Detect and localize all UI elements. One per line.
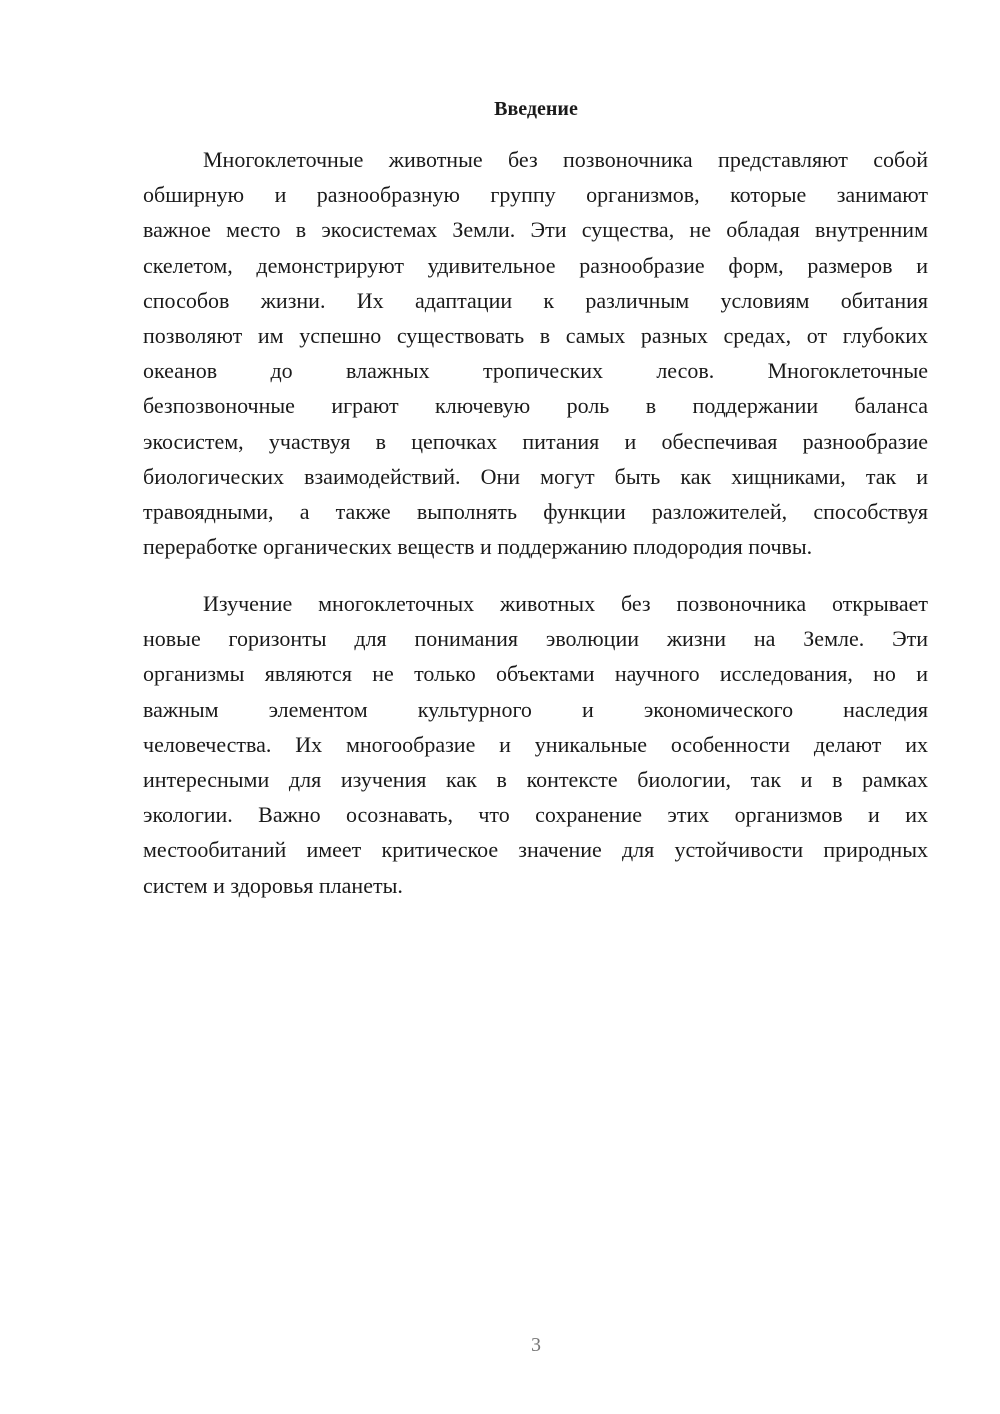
text-line: позволяют им успешно существовать в самых разных средах, от глубоких xyxy=(143,322,928,348)
text-line: переработке органических веществ и поддержанию плодородия почвы. xyxy=(143,534,813,560)
text-line: местообитаний имеет критическое значение для устойчивости природных xyxy=(143,837,928,863)
text-line: биологических взаимодействий. Они могут быть как хищниками, так и xyxy=(143,463,928,489)
text-line: океанов до влажных тропических лесов. Многоклеточные xyxy=(143,358,928,384)
text-line: экосистем, участвуя в цепочках питания и обеспечивая разнообразие xyxy=(143,428,928,454)
text-line: человечества. Их многообразие и уникальные особенности делают их xyxy=(143,731,928,757)
text-line: Изучение многоклеточных животных без позвоночника открывает xyxy=(203,591,928,616)
text-line: скелетом, демонстрируют удивительное разнообразие форм, размеров и xyxy=(143,252,928,278)
text-line: экологии. Важно осознавать, что сохранение этих организмов и их xyxy=(143,802,928,828)
text-line: систем и здоровья планеты. xyxy=(143,872,403,898)
text-line: обширную и разнообразную группу организмов, которые занимают xyxy=(143,182,928,208)
paragraph-1 xyxy=(143,142,928,564)
page-number: 3 xyxy=(531,1334,541,1356)
text-line: важным элементом культурного и экономического наследия xyxy=(143,696,928,722)
text-line: способов жизни. Их адаптации к различным условиям обитания xyxy=(143,287,928,313)
text-line: Многоклеточные животные без позвоночника представляют собой xyxy=(203,147,928,172)
text-line: интересными для изучения как в контексте биологии, так и в рамках xyxy=(143,766,928,792)
text-line: травоядными, а также выполнять функции разложителей, способствуя xyxy=(143,498,928,524)
paragraph-2 xyxy=(143,586,928,903)
text-line: новые горизонты для понимания эволюции жизни на Земле. Эти xyxy=(143,626,928,652)
section-heading: Введение xyxy=(494,98,578,120)
text-line: важное место в экосистемах Земли. Эти существа, не обладая внутренним xyxy=(143,217,928,243)
text-line: безпозвоночные играют ключевую роль в поддержании баланса xyxy=(143,393,928,419)
text-line: организмы являются не только объектами научного исследования, но и xyxy=(143,661,928,687)
